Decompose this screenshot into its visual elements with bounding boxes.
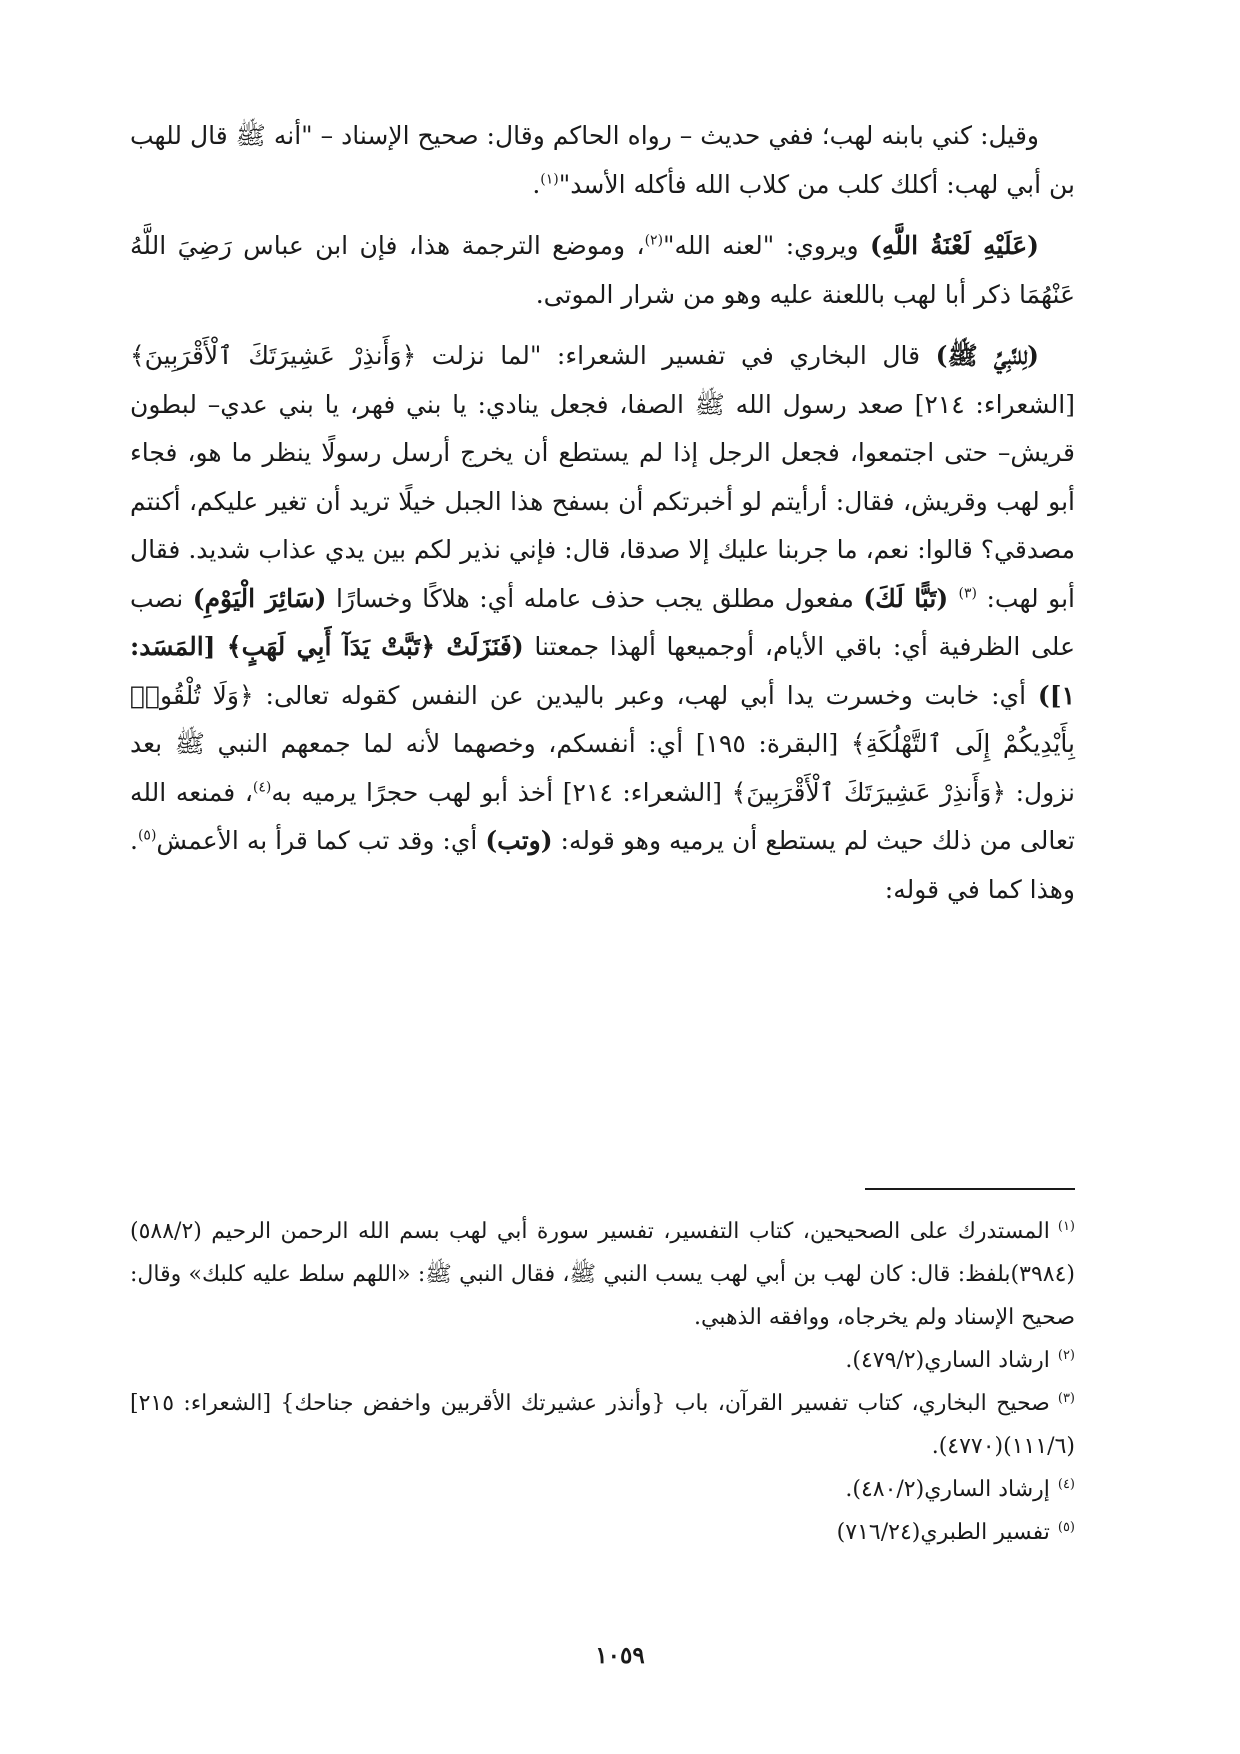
bold-phrase: (عَلَيْهِ لَعْنَةُ اللَّهِ) [870,231,1039,260]
footnotes [130,1210,1075,1554]
footnote-ref-1: (١) [540,171,559,188]
footnote-mark: (١) [1057,1218,1075,1234]
paragraph-2: (عَلَيْهِ لَعْنَةُ اللَّهِ) ويروي: "لعنه الله"$^{(٢)}$، وموضع الترجمة هذا، فإن ابن عباس رَضِيَ اللَّهُ عَنْهُمَا ذكر أبا لهب باللعنة عليه وهو من شرار الموتى. [130,231,1075,309]
paragraph-1: وقيل: كني بابنه لهب؛ ففي حديث – رواه الحاكم وقال: صحيح الإسناد – "أنه ﷺ قال للهب بن أبي لهب: أكلك كلب من كلاب الله فأكله الأسد"$^{(١)}$. [130,121,1075,199]
footnote-ref-5: (٥) [137,827,157,844]
footnote-4: $^{(٤)}$إرشاد الساري(٤٨٠/٢). [845,1476,1075,1502]
footnote-mark: (٢) [1057,1347,1075,1363]
footnote-mark: (٣) [1057,1390,1075,1406]
bold-phrase: (تَبًّا لَكَ) [863,583,959,613]
footnote-separator [865,1188,1075,1190]
page-number: ١٠٥٩ [595,1642,645,1669]
main-text [130,112,1075,927]
bold-phrase: (سَائِرَ الْيَوْمِ) [192,583,327,613]
footnote-2: $^{(٢)}$ارشاد الساري(٤٧٩/٢). [845,1347,1075,1373]
footnote-ref-4: (٤) [252,779,272,796]
footnote-mark: (٤) [1057,1476,1075,1492]
footnote-ref-2: (٢) [644,232,664,249]
bold-phrase: (وتب) [485,826,553,855]
bold-phrase: (فَنَزَلَتْ ﴿تَبَّتْ يَدَآ أَبِي لَهَبٍ﴾ [المَسَد: ١]) [130,632,1075,710]
footnote-5: $^{(٥)}$تفسير الطبري(٧١٦/٢٤) [836,1519,1075,1545]
footnote-1: $^{(١)}$المستدرك على الصحيحين، كتاب التفسير، تفسير سورة أبي لهب بسم الله الرحمن الرحيم (٥٨٨/٢)(٣٩٨٤)بلفظ: قال: كان لهب بن أبي لهب يسب النبي ﷺ، فقال النبي ﷺ: «اللهم سلط عليه كلبك» وقال: صحيح الإسناد ولم يخرجاه، ووافقه الذهبي. [130,1218,1075,1330]
bold-phrase: (لِلنَّبِيِّ ﷺ) [935,341,1040,370]
footnote-ref-3: (٣) [958,585,977,602]
paragraph-3: (لِلنَّبِيِّ ﷺ) قال البخاري في تفسير الشعراء: "لما نزلت ﴿وَأَنذِرْ عَشِيرَتَكَ ٱلْأَقْرَبِينَ﴾ [الشعراء: ٢١٤] صعد رسول الله ﷺ الصفا، فجعل ينادي: يا بني فهر، يا بني عدي– لبطون قريش– حتى اجتمعوا، فجعل الرجل إذا لم يستطع أن يخرج أرسل رسولًا ينظر ما هو، فجاء أبو لهب وقريش، فقال: أرأيتم لو أخبرتكم أن بسفح هذا الجبل خيلًا تريد أن تغير عليكم، أكنتم مصدقي؟ قالوا: نعم، ما جربنا عليك إلا صدقا، قال: فإني نذير لكم بين يدي عذاب شديد. فقال أبو لهب: $^{(٣)}$ (تَبًّا لَكَ) مفعول مطلق يجب حذف عامله أي: هلاكًا وخسارًا (سَائِرَ الْيَوْمِ) نصب على الظرفية أي: باقي الأيام، أوجميعها ألهذا جمعتنا (فَنَزَلَتْ ﴿تَبَّتْ يَدَآ أَبِي لَهَبٍ﴾ [المَسَد: ١]) أي: خابت وخسرت يدا أبي لهب، وعبر باليدين عن النفس كقوله تعالى: ﴿وَلَا تُلْقُوا۟ بِأَيْدِيكُمْ إِلَى ٱلتَّهْلُكَةِ﴾ [البقرة: ١٩٥] أي: أنفسكم، وخصهما لأنه لما جمعهم النبي ﷺ بعد نزول: ﴿وَأَنذِرْ عَشِيرَتَكَ ٱلْأَقْرَبِينَ﴾ [الشعراء: ٢١٤] أخذ أبو لهب حجرًا يرميه به$^{(٤)}$، فمنعه الله تعالى من ذلك حيث لم يستطع أن يرميه وهو قوله: (وتب) أي: وقد تب كما قرأ به الأعمش$^{(٥)}$. وهذا كما في قوله: [130,341,1076,904]
footnote-mark: (٥) [1057,1519,1075,1535]
footnote-3: $^{(٣)}$صحيح البخاري، كتاب تفسير القرآن، باب {وأنذر عشيرتك الأقربين واخفض جناحك} [الشعراء: ٢١٥] (١١١/٦)(٤٧٧٠). [130,1390,1075,1459]
